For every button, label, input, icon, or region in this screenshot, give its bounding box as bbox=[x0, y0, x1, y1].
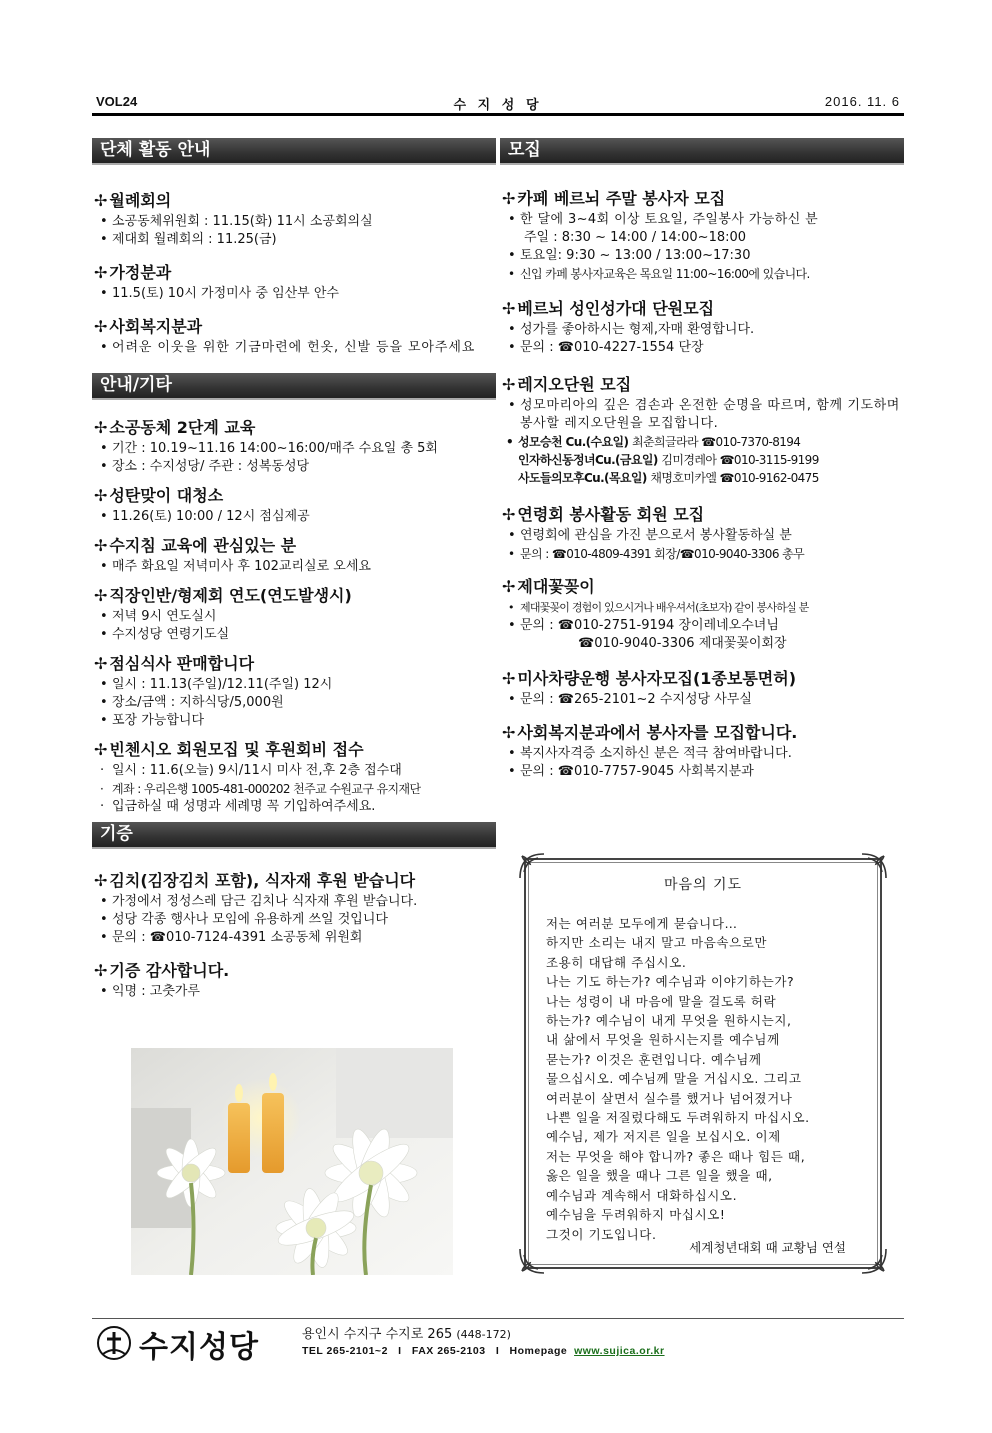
prayer-line: 나쁜 일을 저질렀다해도 두려워하지 마십시오. bbox=[546, 1110, 810, 1126]
bullet-icon: · bbox=[100, 763, 105, 778]
item-line: 어려운 이웃을 위한 기금마련에 헌옷, 신발 등을 모아주세요 bbox=[112, 340, 476, 355]
item-line: 제대꽃꽂이 경험이 있으시거나 배우셔서(초보자) 같이 봉사하실 분 bbox=[520, 601, 809, 614]
item-line: 계좌 : 우리은행 1005-481-000202 천주교 수원교구 유지재단 bbox=[112, 782, 421, 796]
notice-item bbox=[92, 486, 496, 526]
cross-icon: ✢ bbox=[502, 723, 516, 742]
item-line: 가정에서 정성스레 담근 김치나 식자재 후원 받습니다. bbox=[112, 894, 418, 909]
prayer-line: 예수님과 계속해서 대화하십시오. bbox=[546, 1187, 738, 1203]
prayer-line: 조용히 대답해 주십시오. bbox=[546, 954, 687, 970]
item-title: 직장인반/형제회 연도(연도발생시) bbox=[109, 586, 352, 605]
cross-icon: ✢ bbox=[502, 505, 516, 524]
item-line: 11.26(토) 10:00 / 12시 점심제공 bbox=[112, 509, 310, 524]
bullet-icon: • bbox=[508, 322, 516, 337]
bullet-icon: • bbox=[100, 441, 108, 456]
candle-flower-photo bbox=[131, 1048, 453, 1275]
bullet-icon: • bbox=[100, 930, 108, 945]
recruit-item bbox=[500, 189, 904, 283]
cross-icon: ✢ bbox=[94, 263, 108, 282]
photo-illustration bbox=[131, 1048, 453, 1275]
item-line: 복지사자격증 소지하신 분은 적극 참여바랍니다. bbox=[520, 746, 792, 761]
corner-ornament-icon bbox=[518, 1247, 546, 1275]
item-line: 주일 : 8:30 ~ 14:00 / 14:00~18:00 bbox=[524, 230, 747, 245]
item-title: 김치(김장김치 포함), 식자재 후원 받습니다 bbox=[109, 871, 416, 890]
prayer-line: 묻는가? 이것은 훈련입니다. 예수님께 bbox=[546, 1051, 762, 1067]
recruit-item bbox=[500, 299, 904, 357]
prayer-line: 예수님, 제가 저지른 일을 보십시오. 이제 bbox=[546, 1129, 781, 1145]
legio-row: • 성모승천 Cu.(수요일) 최춘희글라라 ☎010-7370-8194 bbox=[506, 435, 801, 449]
bullet-icon: • bbox=[508, 340, 516, 355]
item-line: 장소 : 수지성당/ 주관 : 성복동성당 bbox=[112, 459, 310, 474]
bullet-icon: • bbox=[100, 232, 108, 247]
footer-address: 용인시 수지구 수지로 265 (448-172) bbox=[302, 1327, 511, 1342]
bullet-icon: • bbox=[100, 559, 108, 574]
item-line: 수지성당 연령기도실 bbox=[112, 627, 230, 642]
cross-icon: ✢ bbox=[502, 299, 516, 318]
item-line: 성가를 좋아하시는 형제,자매 환영합니다. bbox=[520, 322, 755, 337]
item-title: 성탄맞이 대청소 bbox=[109, 486, 224, 505]
notice-item bbox=[92, 263, 496, 303]
footer-divider bbox=[92, 1318, 904, 1319]
cross-icon: ✢ bbox=[94, 486, 108, 505]
bullet-icon: • bbox=[100, 509, 108, 524]
bullet-icon: • bbox=[100, 340, 109, 355]
notice-item bbox=[92, 536, 496, 576]
item-line: 일시 : 11.6(오늘) 9시/11시 미사 전,후 2층 접수대 bbox=[112, 763, 402, 778]
cross-icon: ✢ bbox=[502, 189, 516, 208]
item-title: 사회복지분과에서 봉사자를 모집합니다. bbox=[517, 723, 798, 742]
item-title: 사회복지분과 bbox=[109, 317, 203, 336]
church-emblem-icon bbox=[95, 1324, 133, 1362]
separator: I bbox=[398, 1345, 402, 1357]
prayer-line: 예수님을 두려워하지 마십시오! bbox=[546, 1207, 726, 1223]
header-title: 수 지 성 당 bbox=[453, 97, 543, 112]
bullet-icon: • bbox=[100, 713, 108, 728]
item-line: 소공동체위원회 : 11.15(화) 11시 소공회의실 bbox=[112, 214, 373, 229]
church-logo bbox=[95, 1322, 275, 1364]
section-bar-donation: 기증 bbox=[92, 822, 496, 849]
cross-icon: ✢ bbox=[94, 536, 108, 555]
bullet-icon: • bbox=[100, 609, 108, 624]
item-line: 문의 : ☎010-2751-9194 장이레네오수녀님 bbox=[520, 618, 779, 633]
bullet-icon: • bbox=[100, 214, 108, 229]
item-line: 신입 카페 봉사자교육은 목요일 11:00~16:00에 있습니다. bbox=[520, 267, 810, 281]
homepage-link[interactable]: www.sujica.or.kr bbox=[574, 1345, 665, 1357]
header-divider bbox=[92, 113, 904, 116]
prayer-line: 저는 무엇을 해야 합니까? 좋은 때나 힘든 때, bbox=[546, 1148, 806, 1164]
bullet-icon: • bbox=[100, 894, 108, 909]
notice-item bbox=[92, 740, 496, 816]
cross-icon: ✢ bbox=[94, 317, 108, 336]
item-line: 연령회에 관심을 가진 분으로서 봉사활동하실 분 bbox=[520, 528, 792, 543]
prayer-line: 저는 여러분 모두에게 묻습니다… bbox=[546, 916, 738, 931]
cross-icon: ✢ bbox=[94, 740, 108, 759]
bullet-icon: • bbox=[508, 267, 515, 281]
legio-row: 사도들의모후Cu.(목요일) 채명호미카엘 ☎010-9162-0475 bbox=[518, 471, 819, 485]
item-title: 카페 베르뇌 주말 봉사자 모집 bbox=[517, 189, 726, 208]
bullet-icon: • bbox=[508, 398, 517, 413]
bullet-icon: · bbox=[100, 782, 104, 796]
notice-item bbox=[92, 586, 496, 644]
bullet-icon: • bbox=[508, 547, 515, 561]
item-line: 성당 각종 행사나 모임에 유용하게 쓰일 것입니다 bbox=[112, 912, 388, 927]
volume-label: VOL24 bbox=[96, 94, 138, 109]
bullet-icon: • bbox=[508, 528, 516, 543]
cross-icon: ✢ bbox=[94, 871, 108, 890]
item-title: 제대꽃꽂이 bbox=[517, 577, 595, 596]
recruit-item bbox=[500, 577, 904, 653]
bullet-icon: • bbox=[508, 601, 514, 614]
item-line: 문의 : ☎010-7757-9045 사회복지분과 bbox=[520, 764, 754, 779]
item-line: 일시 : 11.13(주일)/12.11(주일) 12시 bbox=[112, 677, 333, 692]
right-column bbox=[500, 138, 904, 795]
item-line: ☎010-9040-3306 제대꽃꽂이회장 bbox=[578, 636, 787, 651]
item-line: 제대회 월례회의 : 11.25(금) bbox=[112, 232, 277, 247]
bullet-icon: • bbox=[508, 212, 517, 227]
left-column bbox=[92, 138, 496, 1015]
item-title: 베르뇌 성인성가대 단원모집 bbox=[517, 299, 715, 318]
item-line: 문의 : ☎010-4227-1554 단장 bbox=[520, 340, 704, 355]
bullet-icon: • bbox=[508, 746, 516, 761]
section-bar-info: 안내/기타 bbox=[92, 373, 496, 400]
item-title: 수지침 교육에 관심있는 분 bbox=[109, 536, 297, 555]
item-line: 11.5(토) 10시 가정미사 중 임산부 안수 bbox=[112, 286, 339, 301]
section-bar-group-activities: 단체 활동 안내 bbox=[92, 138, 496, 165]
item-line: 한 달에 3~4회 이상 토요일, 주일봉사 가능하신 분 bbox=[520, 212, 819, 227]
homepage-label: Homepage bbox=[509, 1345, 568, 1357]
cross-icon: ✢ bbox=[94, 961, 108, 980]
prayer-line: 내 삶에서 무엇을 원하시는지를 예수님께 bbox=[546, 1032, 780, 1048]
prayer-box bbox=[518, 852, 888, 1275]
bullet-icon: • bbox=[506, 435, 514, 449]
item-title: 레지오단원 모집 bbox=[517, 375, 632, 394]
bullet-icon: • bbox=[508, 764, 516, 779]
prayer-line: 옳은 일을 했을 때나 그른 일을 했을 때, bbox=[546, 1168, 773, 1184]
prayer-line: 하지만 소리는 내지 말고 마음속으로만 bbox=[546, 935, 768, 951]
item-title: 가정분과 bbox=[109, 263, 172, 282]
corner-ornament-icon bbox=[860, 1247, 888, 1275]
section-bar-recruit: 모집 bbox=[500, 138, 904, 165]
bullet-icon: · bbox=[100, 799, 105, 814]
prayer-line: 나는 기도 하는가? 예수님과 이야기하는가? bbox=[546, 974, 795, 990]
item-title: 미사차량운행 봉사자모집(1종보통면허) bbox=[517, 669, 797, 688]
cross-icon: ✢ bbox=[502, 669, 516, 688]
bullet-icon: • bbox=[508, 618, 516, 633]
bullet-icon: • bbox=[100, 286, 108, 301]
bullet-icon: • bbox=[100, 984, 108, 999]
item-title: 점심식사 판매합니다 bbox=[109, 654, 255, 673]
cross-icon: ✢ bbox=[94, 586, 108, 605]
prayer-line: 하는가? 예수님이 내게 무엇을 원하시는지, bbox=[546, 1013, 792, 1029]
item-title: 소공동체 2단계 교육 bbox=[109, 418, 256, 437]
item-line: 토요일: 9:30 ~ 13:00 / 13:00~17:30 bbox=[520, 248, 751, 263]
item-line: 매주 화요일 저녁미사 후 102교리실로 오세요 bbox=[112, 559, 371, 574]
prayer-title: 마음의 기도 bbox=[663, 877, 743, 893]
item-title: 월례회의 bbox=[109, 191, 172, 210]
notice-item bbox=[92, 871, 496, 947]
cross-icon: ✢ bbox=[502, 577, 516, 596]
notice-item bbox=[92, 418, 496, 476]
bullet-icon: • bbox=[100, 912, 108, 927]
notice-item bbox=[92, 961, 496, 1001]
notice-item bbox=[92, 191, 496, 249]
item-line: 문의 : ☎010-7124-4391 소공동체 위원회 bbox=[112, 930, 363, 945]
header-date: 2016. 11. 6 bbox=[824, 94, 900, 109]
prayer-line: 여러분이 살면서 실수를 했거나 넘어졌거나 bbox=[546, 1090, 793, 1106]
prayer-line: 물으십시오. 예수님께 말을 거십시오. 그리고 bbox=[546, 1071, 802, 1087]
item-title: 기증 감사합니다. bbox=[109, 961, 230, 980]
footer-contact bbox=[302, 1345, 665, 1357]
bullet-icon: • bbox=[100, 627, 108, 642]
item-title: 빈첸시오 회원모집 및 후원회비 접수 bbox=[109, 740, 364, 759]
item-title: 연령회 봉사활동 회원 모집 bbox=[517, 505, 705, 524]
tel: TEL 265-2101~2 bbox=[302, 1345, 388, 1357]
fax: FAX 265-2103 bbox=[411, 1345, 486, 1357]
bullet-icon: • bbox=[508, 248, 516, 263]
bullet-icon: • bbox=[100, 677, 108, 692]
cross-icon: ✢ bbox=[94, 191, 108, 210]
zip-code: (448-172) bbox=[456, 1328, 511, 1341]
recruit-item bbox=[500, 723, 904, 781]
prayer-line: 그것이 기도입니다. bbox=[546, 1226, 657, 1242]
recruit-item bbox=[500, 505, 904, 563]
notice-item bbox=[92, 317, 496, 357]
cross-icon: ✢ bbox=[94, 418, 108, 437]
legio-row: 인자하신동정녀Cu.(금요일) 김미경레아 ☎010-3115-9199 bbox=[518, 453, 819, 467]
cross-icon: ✢ bbox=[502, 375, 516, 394]
item-line: 저녁 9시 연도실시 bbox=[112, 609, 217, 624]
notice-item bbox=[92, 654, 496, 730]
item-line: 익명 : 고춧가루 bbox=[112, 984, 200, 999]
item-line: 포장 가능합니다 bbox=[112, 713, 205, 728]
recruit-item bbox=[500, 669, 904, 709]
recruit-item bbox=[500, 375, 904, 487]
separator: I bbox=[495, 1345, 500, 1357]
page-header bbox=[92, 92, 904, 114]
prayer-line: 나는 성령이 내 마음에 말을 걸도록 허락 bbox=[546, 993, 777, 1009]
item-line: 문의 : ☎265-2101~2 수지성당 사무실 bbox=[520, 692, 752, 707]
bullet-icon: • bbox=[508, 692, 516, 707]
church-name: 수지성당 bbox=[139, 1330, 259, 1365]
item-line: 문의 : ☎010-4809-4391 회장/☎010-9040-3306 총무 bbox=[520, 547, 805, 561]
item-line: 기간 : 10.19~11.16 14:00~16:00/매주 수요일 총 5회 bbox=[112, 441, 438, 456]
item-line: 장소/금액 : 지하식당/5,000원 bbox=[112, 695, 284, 710]
item-line: 성모마리아의 깊은 겸손과 온전한 순명을 따르며, 함께 기도하며 봉사할 레지오단원을 모집합니다. bbox=[520, 398, 900, 431]
prayer-body bbox=[546, 914, 876, 1244]
cross-icon: ✢ bbox=[94, 654, 108, 673]
bullet-icon: • bbox=[100, 459, 108, 474]
item-line: 입금하실 때 성명과 세례명 꼭 기입하여주세요. bbox=[112, 799, 376, 814]
prayer-signature: 세계청년대회 때 교황님 연설 bbox=[689, 1240, 846, 1255]
bullet-icon: • bbox=[100, 695, 108, 710]
